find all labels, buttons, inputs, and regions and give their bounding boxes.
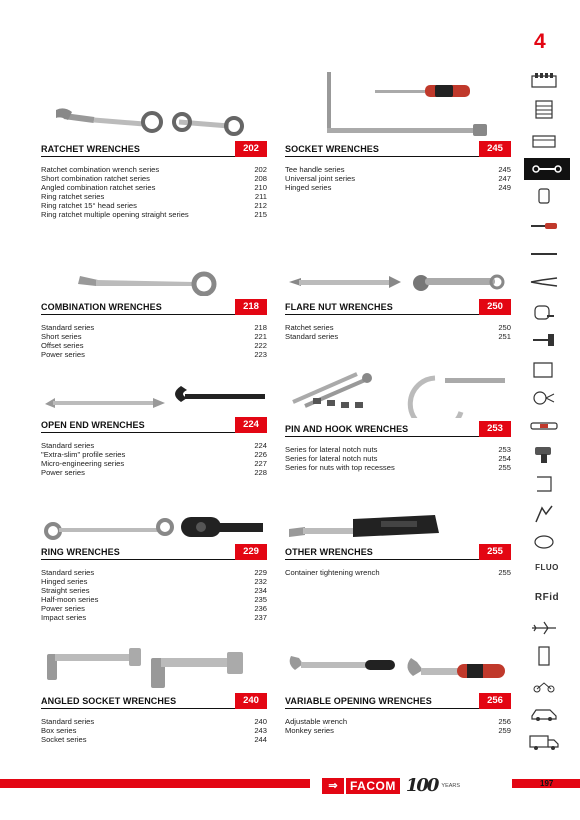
- list-item[interactable]: [41, 450, 267, 459]
- section-title: SOCKET WRENCHES: [285, 144, 380, 154]
- ring-wrench-image: [41, 491, 267, 541]
- item-label: Half-moon series: [41, 595, 99, 604]
- socket-wrench-image: [285, 88, 511, 138]
- section-title: RATCHET WRENCHES: [41, 144, 140, 154]
- item-page: 215: [254, 210, 267, 219]
- item-label: Series for lateral notch nuts: [285, 445, 378, 454]
- list-item[interactable]: [41, 165, 267, 174]
- item-list: [285, 717, 511, 735]
- truck-icon[interactable]: [528, 732, 560, 752]
- section-page-badge[interactable]: 218: [235, 299, 267, 315]
- section-title: FLARE NUT WRENCHES: [285, 302, 393, 312]
- item-page: 208: [254, 174, 267, 183]
- item-list: [41, 323, 267, 359]
- item-list: [285, 568, 511, 577]
- item-list: [41, 717, 267, 744]
- list-item[interactable]: [285, 323, 511, 332]
- item-label: Short series: [41, 332, 82, 341]
- item-page: 240: [254, 717, 267, 726]
- item-list: [285, 323, 511, 341]
- item-page: 254: [498, 454, 511, 463]
- safety-icon[interactable]: [528, 504, 560, 524]
- pliers-icon[interactable]: [528, 272, 560, 292]
- list-item[interactable]: [41, 350, 267, 359]
- item-page: 255: [498, 463, 511, 472]
- item-label: Monkey series: [285, 726, 334, 735]
- list-item[interactable]: [41, 717, 267, 726]
- item-page: 210: [254, 183, 267, 192]
- item-page: 255: [498, 568, 511, 577]
- motorcycle-icon[interactable]: [528, 676, 560, 696]
- item-page: 237: [254, 613, 267, 622]
- list-item[interactable]: [41, 332, 267, 341]
- item-label: Straight series: [41, 586, 90, 595]
- torque-icon[interactable]: [528, 416, 560, 436]
- item-label: Series for lateral notch nuts: [285, 454, 378, 463]
- item-page: 249: [498, 183, 511, 192]
- item-label: Socket series: [41, 735, 87, 744]
- section-page-badge[interactable]: 229: [235, 544, 267, 560]
- combination-wrench-image: [41, 246, 267, 296]
- aircraft-icon[interactable]: [528, 618, 560, 638]
- section-combination-wrenches: [41, 246, 267, 359]
- item-page: 236: [254, 604, 267, 613]
- list-item[interactable]: [285, 726, 511, 735]
- section-title: RING WRENCHES: [41, 547, 120, 557]
- list-item[interactable]: [41, 323, 267, 332]
- section-page-badge[interactable]: 250: [479, 299, 511, 315]
- list-item[interactable]: [285, 174, 511, 183]
- item-page: 211: [254, 192, 267, 201]
- section-socket-wrenches: [285, 88, 511, 192]
- item-list: [41, 568, 267, 622]
- ratchet-wrench-image: [41, 88, 267, 138]
- section-open-end-wrenches: [41, 364, 267, 477]
- facom-mark-icon: ⇒: [322, 778, 344, 794]
- list-item[interactable]: [285, 463, 511, 472]
- socket-set-icon[interactable]: [528, 70, 560, 90]
- page-number: 197: [540, 779, 554, 788]
- section-header: [41, 693, 267, 709]
- tool-cabinet-icon[interactable]: [528, 100, 560, 120]
- item-list: [41, 441, 267, 477]
- angled-socket-wrench-image: [41, 640, 267, 690]
- item-label: Ring ratchet multiple opening straight series: [41, 210, 189, 219]
- item-label: Power series: [41, 468, 85, 477]
- list-item[interactable]: [41, 341, 267, 350]
- item-label: Standard series: [285, 332, 339, 341]
- section-page-badge[interactable]: 253: [479, 421, 511, 437]
- section-other-wrenches: [285, 491, 511, 577]
- section-title: PIN AND HOOK WRENCHES: [285, 424, 409, 434]
- list-item[interactable]: [41, 595, 267, 604]
- section-ring-wrenches: [41, 491, 267, 622]
- hammer-icon[interactable]: [528, 330, 560, 350]
- section-header: [285, 421, 511, 437]
- item-label: Tee handle series: [285, 165, 345, 174]
- list-item[interactable]: [41, 174, 267, 183]
- item-page: 247: [498, 174, 511, 183]
- item-list: [285, 445, 511, 472]
- list-item[interactable]: [41, 459, 267, 468]
- list-item[interactable]: [285, 332, 511, 341]
- brand-logo: [322, 775, 460, 796]
- footer-stripe-left: [0, 779, 310, 788]
- section-header: [285, 141, 511, 157]
- section-header: [285, 693, 511, 709]
- item-page: 250: [498, 323, 511, 332]
- wrench-icon[interactable]: [524, 158, 570, 180]
- fluo-label[interactable]: FLUO: [535, 563, 559, 572]
- chapter-number: 4: [534, 30, 546, 53]
- list-item[interactable]: [41, 192, 267, 201]
- item-label: Hinged series: [41, 577, 88, 586]
- section-page-badge[interactable]: 224: [235, 417, 267, 433]
- item-page: 218: [254, 323, 267, 332]
- item-page: 226: [254, 450, 267, 459]
- section-title: OPEN END WRENCHES: [41, 420, 145, 430]
- adjustable-wrench-image: [285, 640, 511, 690]
- item-page: 223: [254, 350, 267, 359]
- section-flare-nut-wrenches: [285, 246, 511, 341]
- pin-hook-wrench-image: [285, 364, 511, 418]
- list-item[interactable]: [41, 613, 267, 622]
- item-page: 228: [254, 468, 267, 477]
- list-item[interactable]: [285, 568, 511, 577]
- container-wrench-image: [285, 491, 511, 541]
- flare-nut-wrench-image: [285, 246, 511, 296]
- tape-measure-icon[interactable]: [528, 302, 560, 322]
- item-page: 202: [254, 165, 267, 174]
- list-item[interactable]: [285, 717, 511, 726]
- section-variable-opening-wrenches: [285, 640, 511, 735]
- list-item[interactable]: [41, 441, 267, 450]
- section-page-badge[interactable]: 255: [479, 544, 511, 560]
- list-item[interactable]: [41, 604, 267, 613]
- section-title: ANGLED SOCKET WRENCHES: [41, 696, 177, 706]
- item-label: Impact series: [41, 613, 87, 622]
- item-page: 235: [254, 595, 267, 604]
- item-label: Micro-engineering series: [41, 459, 125, 468]
- cutter-icon[interactable]: [528, 388, 560, 408]
- list-item[interactable]: [41, 568, 267, 577]
- screwdriver-icon[interactable]: [528, 216, 560, 236]
- list-item[interactable]: [285, 165, 511, 174]
- item-label: Universal joint series: [285, 174, 356, 183]
- item-page: 253: [498, 445, 511, 454]
- list-item[interactable]: [285, 445, 511, 454]
- item-page: 234: [254, 586, 267, 595]
- section-page-badge[interactable]: 256: [479, 693, 511, 709]
- item-page: 224: [254, 441, 267, 450]
- list-item[interactable]: [41, 468, 267, 477]
- list-item[interactable]: [41, 210, 267, 219]
- item-page: 222: [254, 341, 267, 350]
- section-header: [285, 544, 511, 560]
- item-label: Ratchet series: [285, 323, 334, 332]
- tool-box-icon[interactable]: [528, 130, 560, 150]
- item-label: Ring ratchet 15° head series: [41, 201, 137, 210]
- item-label: Hinged series: [285, 183, 332, 192]
- section-header: [41, 141, 267, 157]
- car-icon[interactable]: [528, 704, 560, 724]
- hundred-years-mark: 100: [405, 775, 438, 796]
- list-item[interactable]: [285, 183, 511, 192]
- list-item[interactable]: [41, 726, 267, 735]
- clamp-icon[interactable]: [528, 474, 560, 494]
- years-label: YEARS: [441, 782, 461, 789]
- section-page-badge[interactable]: 245: [479, 141, 511, 157]
- item-page: 221: [254, 332, 267, 341]
- item-label: Angled combination ratchet series: [41, 183, 156, 192]
- section-page-badge[interactable]: 240: [235, 693, 267, 709]
- list-item[interactable]: [41, 586, 267, 595]
- section-title: OTHER WRENCHES: [285, 547, 373, 557]
- section-title: VARIABLE OPENING WRENCHES: [285, 696, 432, 706]
- item-label: Standard series: [41, 441, 95, 450]
- item-page: 259: [498, 726, 511, 735]
- item-label: Standard series: [41, 717, 95, 726]
- open-end-wrench-image: [41, 364, 267, 414]
- saw-icon[interactable]: [528, 360, 560, 380]
- list-item[interactable]: [285, 454, 511, 463]
- item-page: 229: [254, 568, 267, 577]
- item-page: 227: [254, 459, 267, 468]
- item-page: 256: [498, 717, 511, 726]
- section-header: [285, 299, 511, 315]
- item-label: Short combination ratchet series: [41, 174, 150, 183]
- item-label: "Extra-slim" profile series: [41, 450, 126, 459]
- item-page: 212: [254, 201, 267, 210]
- item-list: [285, 165, 511, 192]
- socket-icon[interactable]: [528, 186, 560, 206]
- item-page: 244: [254, 735, 267, 744]
- list-item[interactable]: [41, 735, 267, 744]
- item-page: 243: [254, 726, 267, 735]
- section-header: [41, 299, 267, 315]
- item-label: Standard series: [41, 568, 95, 577]
- item-label: Box series: [41, 726, 77, 735]
- item-label: Adjustable wrench: [285, 717, 348, 726]
- electrical-icon[interactable]: [528, 646, 560, 666]
- section-angled-socket-wrenches: [41, 640, 267, 744]
- item-label: Standard series: [41, 323, 95, 332]
- section-header: [41, 544, 267, 560]
- item-page: 232: [254, 577, 267, 586]
- bit-icon[interactable]: [528, 244, 560, 264]
- item-label: Ratchet combination wrench series: [41, 165, 160, 174]
- item-label: Power series: [41, 350, 85, 359]
- hose-clamp-icon[interactable]: [528, 532, 560, 552]
- item-label: Container tightening wrench: [285, 568, 380, 577]
- item-label: Power series: [41, 604, 85, 613]
- item-list: [41, 165, 267, 219]
- item-page: 245: [498, 165, 511, 174]
- list-item[interactable]: [41, 577, 267, 586]
- list-item[interactable]: [41, 183, 267, 192]
- air-tool-icon[interactable]: [528, 444, 560, 464]
- section-header: [41, 417, 267, 433]
- item-label: Ring ratchet series: [41, 192, 105, 201]
- section-ratchet-wrenches: [41, 88, 267, 219]
- list-item[interactable]: [41, 201, 267, 210]
- section-page-badge[interactable]: 202: [235, 141, 267, 157]
- section-title: COMBINATION WRENCHES: [41, 302, 162, 312]
- facom-wordmark: FACOM: [346, 778, 400, 794]
- section-pin-and-hook-wrenches: [285, 364, 511, 472]
- item-page: 251: [498, 332, 511, 341]
- rfid-label[interactable]: RFid: [534, 592, 560, 603]
- item-label: Offset series: [41, 341, 84, 350]
- item-label: Series for nuts with top recesses: [285, 463, 395, 472]
